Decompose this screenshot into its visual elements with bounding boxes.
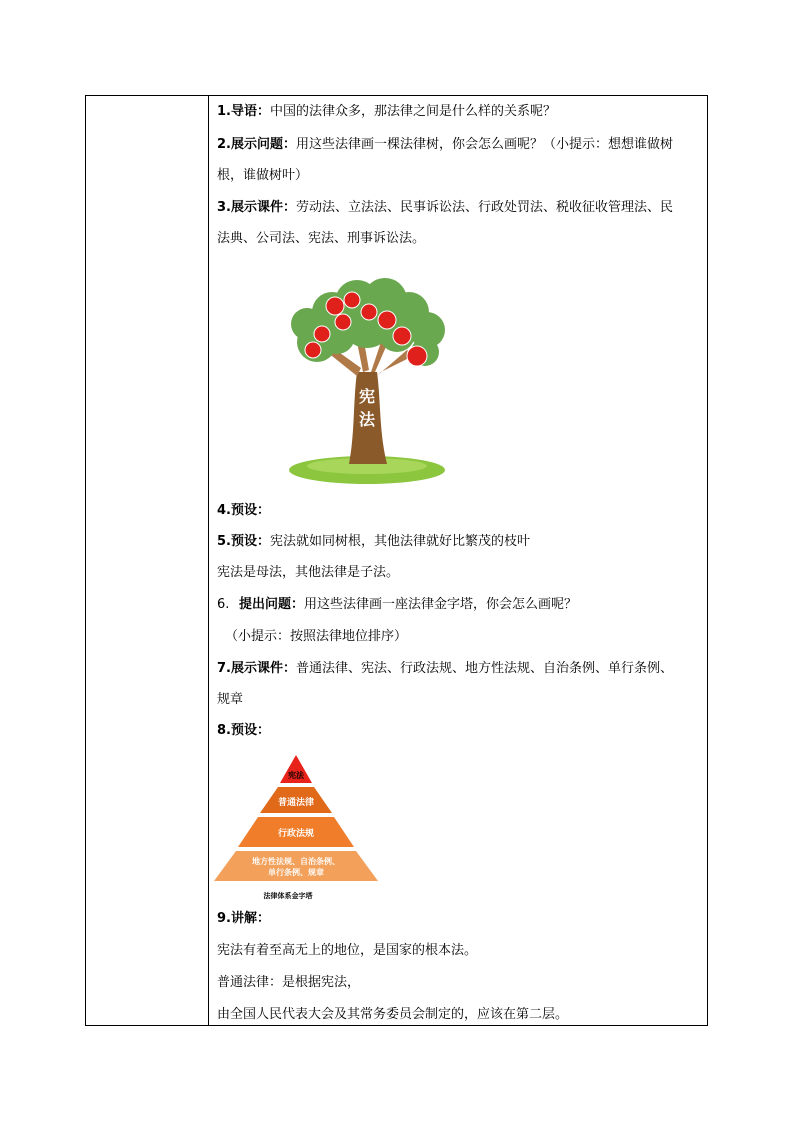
- line-7: [217, 659, 673, 679]
- pyramid-level-1-label: 宪法: [288, 771, 304, 780]
- line-9-label: 9.讲解：: [217, 911, 270, 926]
- pyramid-caption: 法律体系金字塔: [263, 892, 313, 900]
- line-9c: 由全国人民代表大会及其常务委员会制定的，应该在第二层。: [217, 1007, 569, 1022]
- lesson-table: [85, 95, 708, 1026]
- line-7-text: 普通法律、宪法、行政法规、地方性法规、自治条例、单行条例、: [295, 661, 673, 676]
- line-6-number: 6.: [217, 597, 230, 612]
- line-2b: 根，谁做树叶）: [217, 168, 309, 183]
- line-8-label: 8.预设：: [217, 723, 270, 738]
- line-9a: 宪法有着至高无上的地位，是国家的根本法。: [217, 943, 478, 958]
- line-2-text: 用这些法律画一棵法律树，你会怎么画呢？（小提示：想想谁做树: [295, 137, 673, 152]
- pyramid-level-4-label-a: 地方性法规、自治条例、: [252, 857, 340, 866]
- line-3-text: 劳动法、立法法、民事诉讼法、行政处罚法、税收征收管理法、民: [295, 200, 673, 215]
- line-9: [217, 909, 270, 929]
- line-5b: 宪法是母法，其他法律是子法。: [217, 565, 400, 580]
- line-2-label: 2.展示问题：: [217, 137, 296, 152]
- pyramid-level-3-label: 行政法规: [277, 829, 315, 839]
- trunk-label-1: 宪: [358, 387, 376, 406]
- line-7-label: 7.展示课件：: [217, 661, 296, 676]
- line-3-label: 3.展示课件：: [217, 200, 296, 215]
- line-3: [217, 198, 673, 218]
- line-6-text: 用这些法律画一座法律金字塔，你会怎么画呢？: [304, 597, 578, 612]
- line-6b: （小提示：按照法律地位排序）: [225, 629, 408, 644]
- line-1-text: 中国的法律众多，那法律之间是什么样的关系呢？: [269, 104, 556, 119]
- trunk-label-2: 法: [358, 410, 376, 429]
- line-9b: 普通法律：是根据宪法，: [217, 975, 361, 990]
- line-1-label: 1.导语：: [217, 104, 270, 119]
- line-1: [217, 102, 556, 122]
- line-7b: 规章: [217, 692, 244, 707]
- line-8: [217, 721, 270, 741]
- line-5-label: 5.预设：: [217, 534, 270, 549]
- line-2: [217, 135, 673, 155]
- line-3b: 法典、公司法、宪法、刑事诉讼法。: [217, 231, 426, 246]
- law-pyramid-illustration: [208, 749, 384, 905]
- line-4-label: 4.预设：: [217, 503, 270, 518]
- line-6: [217, 595, 577, 615]
- line-5-text: 宪法就如同树根，其他法律就好比繁茂的枝叶: [269, 534, 530, 549]
- pyramid-level-4-label-b: 单行条例、规章: [268, 868, 324, 877]
- law-tree-illustration: [277, 272, 457, 494]
- pyramid-level-2-label: 普通法律: [277, 798, 315, 808]
- line-4: [217, 501, 270, 521]
- line-5: [217, 532, 530, 552]
- line-6-label: 提出问题：: [239, 597, 305, 612]
